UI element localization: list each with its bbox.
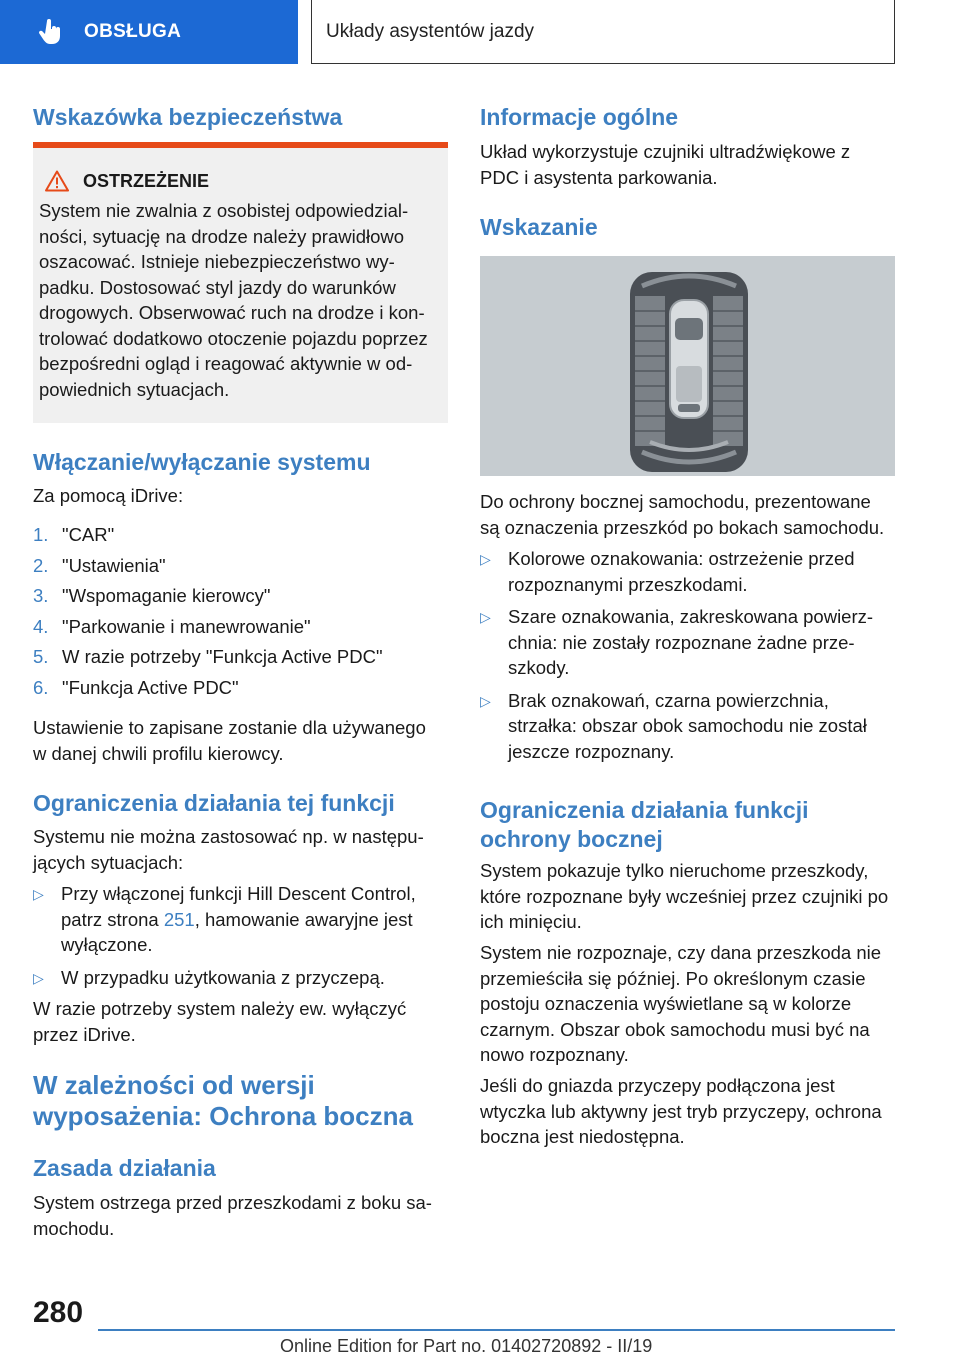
chapter-title: Układy asystentów jazdy: [311, 0, 895, 64]
triangle-bullet-icon: ▷: [480, 609, 491, 625]
triangle-bullet-icon: ▷: [480, 551, 491, 567]
principle-heading: Zasada działania: [33, 1155, 216, 1181]
list-item: ▷ Przy włączonej funkcji Hill Descent Control, patrz strona 251, hamowanie awaryjne jest wyłączone.: [33, 881, 448, 958]
page-number: 280: [33, 1296, 84, 1329]
general-text: Układ wykorzystuje czujniki ultradźwiękowe z PDC i asystenta parkowania.: [480, 141, 851, 188]
list-item: 6. "Funkcja Active PDC": [33, 676, 239, 698]
switch-outro: Ustawienie to zapisane zostanie dla używanego w danej chwili profilu kierowcy.: [33, 717, 426, 764]
display-text: Do ochrony bocznej samochodu, prezentowane są oznaczenia przeszkód po bokach samochodu.: [480, 491, 885, 538]
display-bullets: [480, 546, 895, 771]
limits-outro: W razie potrzeby system należy ew. wyłączyć przez iDrive.: [33, 998, 407, 1045]
warning-box: [33, 142, 448, 423]
triangle-bullet-icon: ▷: [33, 969, 44, 986]
hand-pointer-icon: [38, 19, 64, 45]
warning-triangle-icon: [45, 170, 69, 192]
display-heading: Wskazanie: [480, 214, 598, 240]
principle-text: System ostrzega przed przeszkodami z boku sa-mochodu.: [33, 1192, 432, 1239]
list-item: 4. "Parkowanie i manewrowanie": [33, 615, 311, 637]
safety-heading: Wskazówka bezpieczeństwa: [33, 104, 343, 130]
list-item: 3. "Wspomaganie kierowcy": [33, 585, 271, 606]
side-protection-illustration: [480, 256, 895, 476]
side-limits-p1: System pokazuje tylko nieruchome przeszkody, które rozpoznane były wcześniej przez czujniki po ich minięciu.: [480, 860, 889, 932]
page-link[interactable]: 251: [163, 908, 195, 930]
version-heading: W zależności od wersji wyposażenia: Ochrona boczna: [33, 1070, 413, 1131]
warning-text: System nie zwalnia z osobistej odpowiedzial-ności, sytuację na drodze należy prawidłowo oszacować. Istnieje niebezpieczeństwo wy-padku. Dostosować styl jazdy do warunków drogowych. Obserwować ruch na drodze i kon-trolować dodatkowo otoczenie pojazdu poprzez bezpośredni ogląd i reagować aktywnie w od-powiednich sytuacjach.: [39, 200, 428, 400]
steps-list: [33, 520, 448, 703]
footer-divider: [98, 1329, 895, 1331]
list-item: ▷ W przypadku użytkowania z przyczepą.: [33, 965, 448, 992]
switch-intro: Za pomocą iDrive:: [33, 485, 184, 506]
side-limits-heading: Ograniczenia działania funkcji ochrony bocznej: [480, 797, 809, 852]
side-limits-p3: Jeśli do gniazda przyczepy podłączona jest wtyczka lub aktywny jest tryb przyczepy, ochrona boczna jest niedostępna.: [480, 1075, 882, 1147]
switch-heading: Włączanie/wyłączanie systemu: [33, 449, 371, 475]
warning-label: OSTRZEŻENIE: [83, 170, 210, 191]
section-tab[interactable]: [0, 0, 298, 64]
list-item: ▷ Kolorowe oznakowania: ostrzeżenie przed rozpoznanymi przeszkodami.: [480, 546, 895, 597]
general-heading: Informacje ogólne: [480, 104, 679, 130]
limits-list: [33, 881, 448, 998]
limits-heading: Ograniczenia działania tej funkcji: [33, 790, 395, 816]
list-item: 1. "CAR": [33, 524, 115, 545]
edition-text: Online Edition for Part no. 01402720892 - II/19: [280, 1336, 653, 1356]
list-item: ▷ Szare oznakowania, zakreskowana powierz-chnia: nie zostały rozpoznane żadne prze-szkody.: [480, 604, 895, 681]
list-item: ▷ Brak oznakowań, czarna powierzchnia, strzałka: obszar obok samochodu nie został jeszcze rozpoznany.: [480, 688, 895, 765]
triangle-bullet-icon: ▷: [33, 886, 44, 902]
list-item: 5. W razie potrzeby "Funkcja Active PDC": [33, 646, 383, 667]
list-item: 2. "Ustawienia": [33, 554, 166, 576]
limits-intro: Systemu nie można zastosować np. w następu-jących sytuacjach:: [33, 826, 424, 873]
section-label: OBSŁUGA: [84, 21, 182, 42]
triangle-bullet-icon: ▷: [480, 692, 491, 709]
side-limits-p2: System nie rozpoznaje, czy dana przeszkoda nie przemieściła się później. Po określonym czasie postoju oznaczenia wyświetlane są w kolorze czarnym. Obszar obok samochodu musi być na nowo rozpoznany.: [480, 942, 882, 1065]
